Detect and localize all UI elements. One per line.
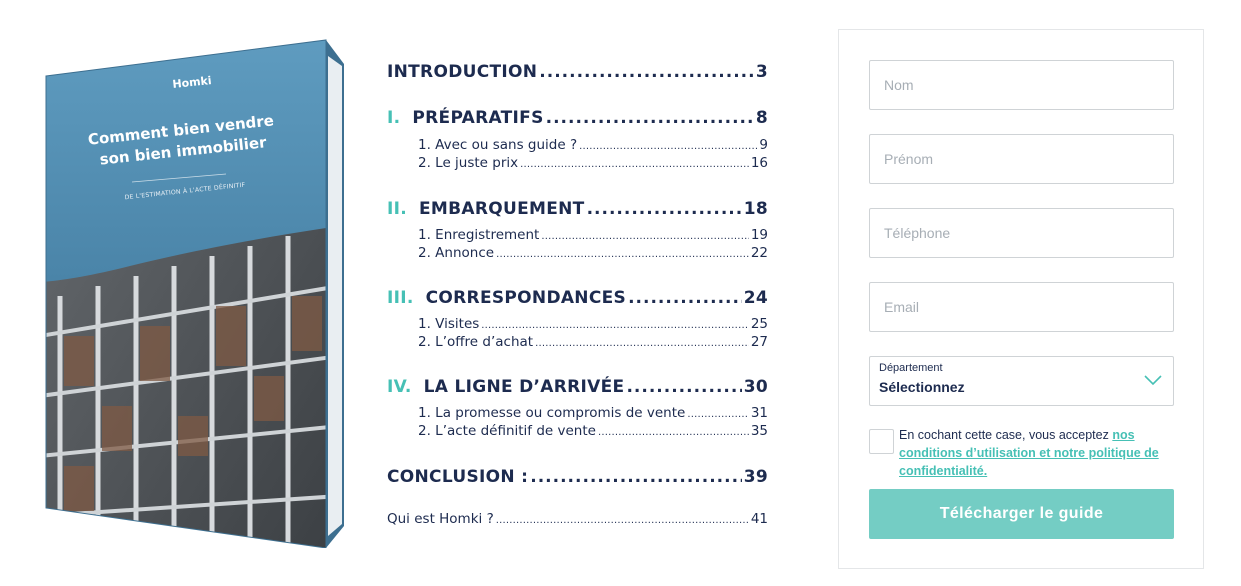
toc-item-page: 35 xyxy=(750,423,768,439)
chevron-down-icon xyxy=(1143,373,1163,387)
dot-leader xyxy=(541,231,748,242)
nom-field[interactable] xyxy=(869,60,1174,110)
toc-item-page: 25 xyxy=(750,316,768,332)
toc-item xyxy=(387,316,768,332)
toc-item xyxy=(387,334,768,350)
toc-item-label: 1. Avec ou sans guide ? xyxy=(418,137,578,153)
dot-leader xyxy=(535,338,749,349)
toc-section-label: PRÉPARATIFS xyxy=(412,108,544,128)
toc-item-label: 1. Enregistrement xyxy=(418,227,540,243)
toc-introduction xyxy=(387,62,768,82)
toc-about-page: 41 xyxy=(750,511,768,527)
toc-item xyxy=(387,137,768,153)
toc-section-1 xyxy=(387,108,768,128)
book-logo: Homki xyxy=(171,73,213,92)
consent-label: En cochant cette case, vous acceptez xyxy=(899,428,1113,442)
toc-section-page: 30 xyxy=(743,377,768,397)
dot-leader xyxy=(496,249,749,260)
terms-link[interactable]: nos conditions d’utilisation et notre politique de confidentialité. xyxy=(899,428,1159,478)
dot-leader xyxy=(496,515,749,526)
toc-section-page: 18 xyxy=(743,199,768,219)
toc-item xyxy=(387,155,768,171)
toc-conclusion-label: CONCLUSION : xyxy=(387,467,529,487)
prenom-field[interactable] xyxy=(869,134,1174,184)
dot-leader xyxy=(546,108,754,128)
toc-item xyxy=(387,227,768,243)
telephone-field[interactable] xyxy=(869,208,1174,258)
consent-text xyxy=(899,426,1179,480)
toc-item-label: 1. La promesse ou compromis de vente xyxy=(418,405,686,421)
toc-item-page: 9 xyxy=(759,137,768,153)
dot-leader xyxy=(628,288,742,308)
dot-leader xyxy=(481,320,749,331)
toc-item xyxy=(387,405,768,421)
toc-section-page: 24 xyxy=(743,288,768,308)
toc-about xyxy=(387,511,768,527)
dot-leader xyxy=(626,377,741,397)
dot-leader xyxy=(587,199,742,219)
download-form xyxy=(838,29,1204,569)
email-field[interactable] xyxy=(869,282,1174,332)
toc-item-page: 27 xyxy=(750,334,768,350)
toc-introduction-page: 3 xyxy=(755,62,768,82)
toc-item xyxy=(387,245,768,261)
toc-item-label: 2. L’offre d’achat xyxy=(418,334,534,350)
toc-section-number: II. xyxy=(387,199,408,219)
book-illustration xyxy=(40,36,350,548)
download-guide-button[interactable]: Télécharger le guide xyxy=(869,489,1174,539)
dot-leader xyxy=(520,159,749,170)
guide-book-cover xyxy=(40,36,350,548)
toc-introduction-label: INTRODUCTION xyxy=(387,62,538,82)
toc-item xyxy=(387,423,768,439)
book-title: Comment bien vendre son bien immobilier xyxy=(87,111,275,169)
toc-section-page: 8 xyxy=(755,108,768,128)
toc-section-label: LA LIGNE D’ARRIVÉE xyxy=(423,377,625,397)
toc-about-label: Qui est Homki ? xyxy=(387,511,494,527)
toc-conclusion xyxy=(387,467,768,487)
departement-value: Sélectionnez xyxy=(879,379,965,395)
toc-section-4 xyxy=(387,377,768,397)
consent-checkbox[interactable] xyxy=(869,429,894,454)
toc-section-label: CORRESPONDANCES xyxy=(425,288,627,308)
toc-section-number: IV. xyxy=(387,377,412,397)
toc-item-label: 2. L’acte définitif de vente xyxy=(418,423,596,439)
toc-item-label: 1. Visites xyxy=(418,316,480,332)
departement-select[interactable] xyxy=(869,356,1174,406)
toc-item-page: 22 xyxy=(750,245,768,261)
toc-section-3 xyxy=(387,288,768,308)
toc-section-label: EMBARQUEMENT xyxy=(419,199,585,219)
toc-section-number: I. xyxy=(387,108,401,128)
book-subtitle: DE L'ESTIMATION À L'ACTE DÉFINITIF xyxy=(124,181,246,202)
toc-item-label: 2. Le juste prix xyxy=(418,155,519,171)
dot-leader xyxy=(687,409,748,420)
toc-item-page: 16 xyxy=(750,155,768,171)
toc-item-label: 2. Annonce xyxy=(418,245,495,261)
toc-conclusion-page: 39 xyxy=(743,467,768,487)
departement-label: Département xyxy=(879,362,943,374)
dot-leader xyxy=(539,62,754,82)
toc-item-page: 19 xyxy=(750,227,768,243)
toc-item-page: 31 xyxy=(750,405,768,421)
dot-leader xyxy=(579,141,757,152)
dot-leader xyxy=(530,467,742,487)
dot-leader xyxy=(598,427,749,438)
toc-section-2 xyxy=(387,199,768,219)
toc-section-number: III. xyxy=(387,288,414,308)
